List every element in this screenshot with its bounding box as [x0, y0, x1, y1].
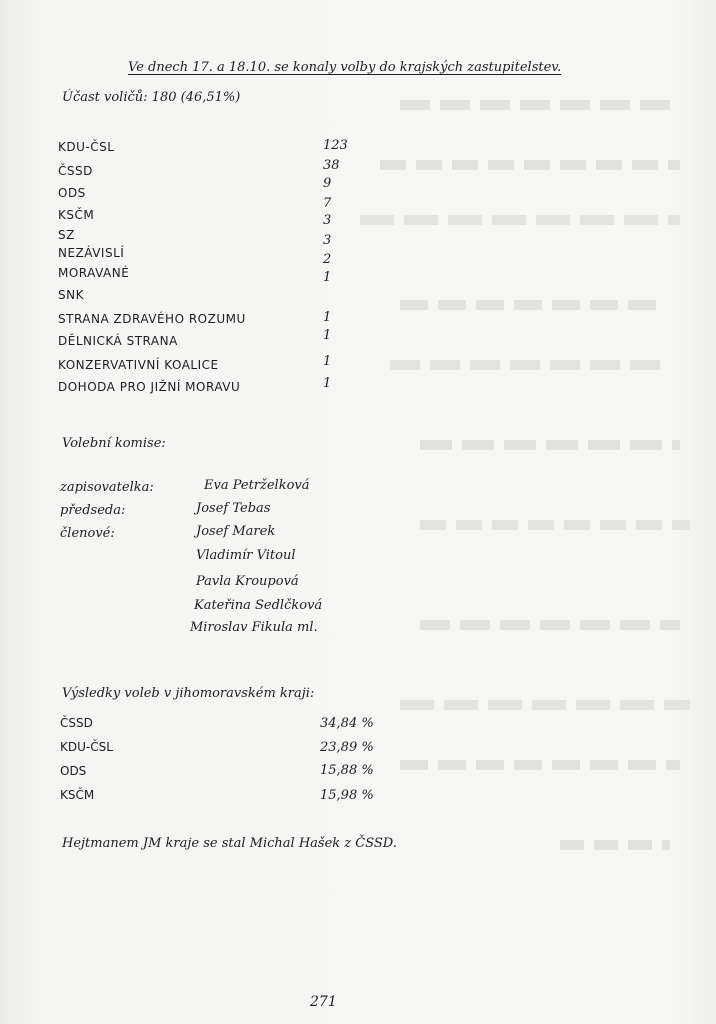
seat-count: 38 — [323, 158, 340, 173]
commission-member: Eva Petrželková — [204, 478, 310, 493]
party-name: DOHODA PRO JIŽNÍ MORAVU — [58, 380, 241, 394]
commission-member: Josef Tebas — [196, 501, 271, 516]
commission-member: Pavla Kroupová — [196, 574, 299, 589]
bleed-through-line — [360, 215, 680, 225]
page-number: 271 — [310, 994, 337, 1010]
result-party: ODS — [60, 764, 87, 778]
party-name: STRANA ZDRAVÉHO ROZUMU — [58, 312, 246, 326]
party-name: ČSSD — [58, 164, 93, 178]
party-name: NEZÁVISLÍ — [58, 246, 125, 260]
party-name: KSČM — [58, 208, 95, 222]
bleed-through-line — [400, 760, 680, 770]
closing-sentence: Hejtmanem JM kraje se stal Michal Hašek z ČSSD. — [62, 836, 397, 851]
commission-heading: Volební komise: — [62, 436, 166, 451]
bleed-through-line — [420, 520, 690, 530]
party-name: SNK — [58, 288, 84, 302]
result-party: KDU-ČSL — [60, 740, 113, 754]
party-name: DĚLNICKÁ STRANA — [58, 334, 178, 348]
party-name: SZ — [58, 228, 75, 242]
commission-member: Miroslav Fikula ml. — [190, 620, 318, 635]
bleed-through-line — [390, 360, 670, 370]
results-heading: Výsledky voleb v jihomoravském kraji: — [62, 686, 315, 701]
commission-member: Vladimír Vitoul — [196, 548, 296, 563]
role-label: zapisovatelka: — [60, 480, 154, 495]
bleed-through-line — [420, 620, 680, 630]
party-name: MORAVANÉ — [58, 266, 130, 280]
bleed-through-line — [380, 160, 680, 170]
bleed-through-line — [420, 440, 680, 450]
seat-count: 1 — [323, 354, 332, 369]
commission-member: Kateřina Sedlčková — [194, 598, 323, 613]
result-party: KSČM — [60, 788, 95, 802]
seat-count: 1 — [323, 328, 332, 343]
bleed-through-line — [400, 100, 680, 110]
turnout-line: Účast voličů: 180 (46,51%) — [62, 90, 241, 105]
page-title: Ve dnech 17. a 18.10. se konaly volby do krajských zastupitelstev. — [128, 60, 562, 75]
result-percent: 15,88 % — [320, 763, 374, 778]
seat-count: 9 — [323, 176, 332, 191]
seat-count: 123 — [323, 138, 348, 153]
seat-count: 3 — [323, 213, 332, 228]
seat-count: 7 — [323, 196, 332, 211]
party-name: KONZERVATIVNÍ KOALICE — [58, 358, 219, 372]
party-name: ODS — [58, 186, 86, 200]
bleed-through-line — [400, 300, 660, 310]
seat-count: 1 — [323, 310, 332, 325]
result-percent: 23,89 % — [320, 740, 374, 755]
role-label: členové: — [60, 526, 115, 541]
seat-count: 1 — [323, 270, 332, 285]
commission-member: Josef Marek — [196, 524, 276, 539]
party-name: KDU-ČSL — [58, 140, 115, 154]
bleed-through-line — [560, 840, 670, 850]
seat-count: 3 — [323, 233, 332, 248]
seat-count: 2 — [323, 252, 332, 267]
bleed-through-line — [400, 700, 690, 710]
result-percent: 34,84 % — [320, 716, 374, 731]
result-percent: 15,98 % — [320, 788, 374, 803]
result-party: ČSSD — [60, 716, 93, 730]
role-label: předseda: — [60, 503, 126, 518]
seat-count: 1 — [323, 376, 332, 391]
